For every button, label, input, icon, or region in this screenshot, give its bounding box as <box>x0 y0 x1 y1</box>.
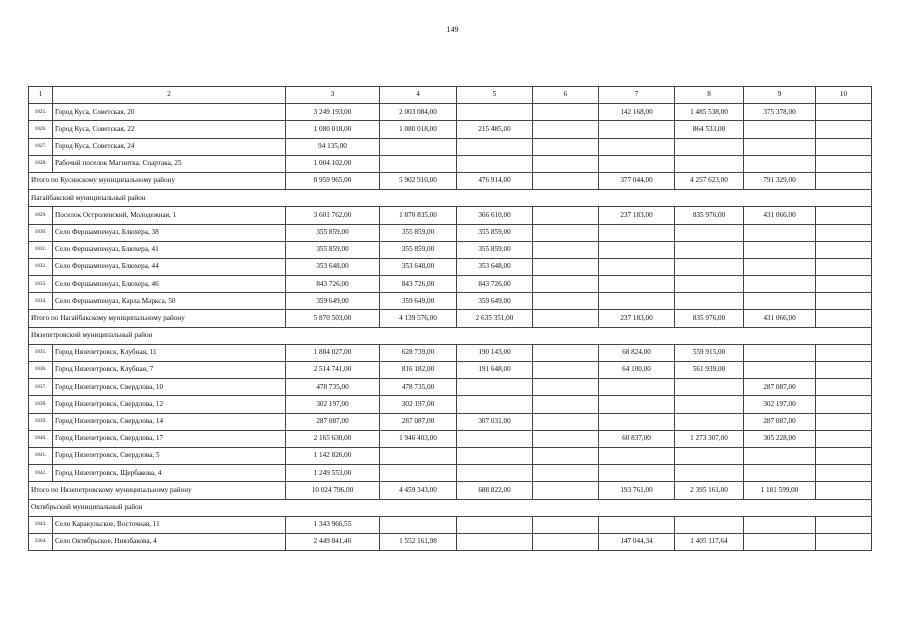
amount-cell: 68 824,00 <box>599 344 675 361</box>
table-row <box>29 413 872 430</box>
amount-cell <box>457 516 533 533</box>
amount-cell: 366 610,00 <box>457 207 533 224</box>
amount-cell <box>380 138 457 155</box>
amount-cell: 307 031,00 <box>457 413 533 430</box>
amount-cell <box>533 138 599 155</box>
section-row <box>29 499 872 516</box>
table-row <box>29 276 872 293</box>
table-row <box>29 293 872 310</box>
header-cell: 9 <box>744 87 816 104</box>
amount-cell <box>457 447 533 464</box>
amount-cell: 2 003 084,00 <box>380 104 457 121</box>
address-cell: Город Нязепетровск, Клубная, 11 <box>53 344 286 361</box>
amount-cell: 94 135,00 <box>286 138 380 155</box>
amount-cell <box>599 241 675 258</box>
amount-cell <box>744 465 816 482</box>
amount-cell: 377 044,00 <box>599 172 675 189</box>
amount-cell <box>533 241 599 258</box>
amount-cell: 287 087,00 <box>744 413 816 430</box>
amount-cell: 431 066,00 <box>744 207 816 224</box>
header-cell: 3 <box>286 87 380 104</box>
amount-cell <box>816 430 872 447</box>
amount-cell <box>816 447 872 464</box>
amount-cell: 1 273 307,00 <box>675 430 744 447</box>
amount-cell: 816 182,00 <box>380 362 457 379</box>
amount-cell: 1 249 553,00 <box>286 465 380 482</box>
address-cell: Рабочий поселок Магнитка, Спартака, 25 <box>53 155 286 172</box>
total-label: Итого по Нязепетровскому муниципальному району <box>29 482 286 499</box>
amount-cell: 2 395 161,00 <box>675 482 744 499</box>
address-cell: Село Каракульское, Восточная, 11 <box>53 516 286 533</box>
amount-cell <box>675 516 744 533</box>
table-row <box>29 207 872 224</box>
amount-cell <box>816 293 872 310</box>
amount-cell <box>744 344 816 361</box>
amount-cell: 355 859,00 <box>380 241 457 258</box>
amount-cell <box>744 362 816 379</box>
amount-cell <box>816 207 872 224</box>
amount-cell <box>816 379 872 396</box>
address-cell: Город Нязепетровск, Клубная, 7 <box>53 362 286 379</box>
header-cell: 2 <box>53 87 286 104</box>
amount-cell <box>675 241 744 258</box>
header-cell: 5 <box>457 87 533 104</box>
amount-cell: 10 024 796,00 <box>286 482 380 499</box>
amount-cell: 1 080 018,00 <box>380 121 457 138</box>
table-row <box>29 447 872 464</box>
amount-cell <box>380 155 457 172</box>
row-number: 1826. <box>29 121 53 138</box>
amount-cell <box>533 533 599 550</box>
amount-cell <box>533 396 599 413</box>
amount-cell <box>675 276 744 293</box>
amount-cell: 287 087,00 <box>380 413 457 430</box>
amount-cell <box>816 172 872 189</box>
amount-cell <box>816 516 872 533</box>
table-row <box>29 430 872 447</box>
amount-cell <box>816 362 872 379</box>
amount-cell <box>816 344 872 361</box>
amount-cell <box>675 155 744 172</box>
amount-cell <box>599 379 675 396</box>
table-row <box>29 396 872 413</box>
amount-cell: 287 087,00 <box>286 413 380 430</box>
header-cell: 7 <box>599 87 675 104</box>
amount-cell <box>816 276 872 293</box>
amount-cell <box>675 465 744 482</box>
amount-cell: 355 859,00 <box>457 224 533 241</box>
row-number: 1833. <box>29 276 53 293</box>
amount-cell <box>744 276 816 293</box>
amount-cell: 864 533,00 <box>675 121 744 138</box>
table-header-row <box>29 87 872 104</box>
table-row <box>29 155 872 172</box>
table-row <box>29 104 872 121</box>
amount-cell <box>599 516 675 533</box>
amount-cell <box>457 533 533 550</box>
address-cell: Город Куса, Советская, 24 <box>53 138 286 155</box>
row-number: 1830. <box>29 224 53 241</box>
amount-cell <box>816 241 872 258</box>
amount-cell <box>675 258 744 275</box>
amount-cell: 355 859,00 <box>457 241 533 258</box>
header-cell: 10 <box>816 87 872 104</box>
amount-cell <box>744 533 816 550</box>
amount-cell <box>816 121 872 138</box>
row-number: 1838. <box>29 396 53 413</box>
amount-cell: 843 726,00 <box>286 276 380 293</box>
amount-cell <box>457 465 533 482</box>
amount-cell <box>744 447 816 464</box>
amount-cell <box>599 224 675 241</box>
amount-cell: 2 514 741,00 <box>286 362 380 379</box>
amount-cell: 791 329,00 <box>744 172 816 189</box>
total-row <box>29 482 872 499</box>
amount-cell <box>599 276 675 293</box>
amount-cell: 478 735,00 <box>286 379 380 396</box>
amount-cell: 559 915,00 <box>675 344 744 361</box>
amount-cell <box>744 155 816 172</box>
amount-cell: 375 378,00 <box>744 104 816 121</box>
amount-cell: 4 459 343,00 <box>380 482 457 499</box>
amount-cell: 302 197,00 <box>286 396 380 413</box>
row-number: 1828. <box>29 155 53 172</box>
page-number: 149 <box>446 25 459 34</box>
table-row <box>29 121 872 138</box>
amount-cell <box>457 155 533 172</box>
amount-cell <box>599 138 675 155</box>
amount-cell: 1 181 599,00 <box>744 482 816 499</box>
amount-cell: 1 080 018,00 <box>286 121 380 138</box>
section-title: Нязепетровский муниципальный район <box>29 327 872 344</box>
amount-cell <box>533 310 599 327</box>
amount-cell: 1 485 538,00 <box>675 104 744 121</box>
address-cell: Село Фершампенуаз, Блюхера, 44 <box>53 258 286 275</box>
address-cell: Село Фершампенуаз, Блюхера, 41 <box>53 241 286 258</box>
amount-cell: 142 168,00 <box>599 104 675 121</box>
amount-cell: 305 228,00 <box>744 430 816 447</box>
amount-cell <box>457 138 533 155</box>
amount-cell <box>599 413 675 430</box>
amount-cell: 8 959 965,00 <box>286 172 380 189</box>
amount-cell: 843 726,00 <box>380 276 457 293</box>
amount-cell: 64 100,00 <box>599 362 675 379</box>
row-number: 1840. <box>29 430 53 447</box>
amount-cell <box>744 138 816 155</box>
amount-cell <box>533 104 599 121</box>
amount-cell: 1 405 117,64 <box>675 533 744 550</box>
header-cell: 4 <box>380 87 457 104</box>
amount-cell <box>533 379 599 396</box>
amount-cell <box>816 155 872 172</box>
amount-cell: 353 648,00 <box>380 258 457 275</box>
address-cell: Поселок Остроленский, Молодежная, 1 <box>53 207 286 224</box>
row-number: 1831. <box>29 241 53 258</box>
row-number: 1829. <box>29 207 53 224</box>
amount-cell <box>816 533 872 550</box>
amount-cell: 287 087,00 <box>744 379 816 396</box>
amount-cell: 147 044,34 <box>599 533 675 550</box>
section-row <box>29 190 872 207</box>
amount-cell <box>599 258 675 275</box>
amount-cell <box>675 447 744 464</box>
amount-cell: 1 004 102,00 <box>286 155 380 172</box>
address-cell: Город Нязепетровск, Свердлова, 5 <box>53 447 286 464</box>
row-number: 1841. <box>29 447 53 464</box>
amount-cell: 2 635 351,00 <box>457 310 533 327</box>
amount-cell <box>816 465 872 482</box>
table-row <box>29 533 872 550</box>
address-cell: Город Нязепетровск, Щербакова, 4 <box>53 465 286 482</box>
amount-cell <box>380 447 457 464</box>
amount-cell <box>675 396 744 413</box>
address-cell: Город Куса, Советская, 22 <box>53 121 286 138</box>
amount-cell <box>599 396 675 413</box>
amount-cell <box>744 293 816 310</box>
amount-cell <box>533 430 599 447</box>
amount-cell <box>533 121 599 138</box>
amount-cell <box>533 172 599 189</box>
row-number: 3364. <box>29 533 53 550</box>
amount-cell <box>533 413 599 430</box>
amount-cell: 190 143,00 <box>457 344 533 361</box>
amount-cell <box>675 379 744 396</box>
amount-cell: 1 870 835,00 <box>380 207 457 224</box>
amount-cell <box>533 447 599 464</box>
table-row <box>29 465 872 482</box>
amount-cell: 628 739,00 <box>380 344 457 361</box>
row-number: 1837. <box>29 379 53 396</box>
amount-cell: 1 946 403,00 <box>380 430 457 447</box>
amount-cell: 1 884 027,00 <box>286 344 380 361</box>
amount-cell: 3 249 193,00 <box>286 104 380 121</box>
table-row <box>29 516 872 533</box>
amount-cell <box>744 121 816 138</box>
amount-cell <box>599 121 675 138</box>
row-number: 1832. <box>29 258 53 275</box>
amount-cell <box>457 104 533 121</box>
amount-cell: 359 649,00 <box>457 293 533 310</box>
amount-cell: 476 914,00 <box>457 172 533 189</box>
row-number: 1827. <box>29 138 53 155</box>
amount-cell <box>744 516 816 533</box>
amount-cell <box>533 224 599 241</box>
amount-cell <box>816 310 872 327</box>
section-title: Нагайбакский муниципальный район <box>29 190 872 207</box>
address-cell: Город Нязепетровск, Свердлова, 14 <box>53 413 286 430</box>
amount-cell <box>380 465 457 482</box>
amount-cell: 3 601 762,00 <box>286 207 380 224</box>
header-cell: 8 <box>675 87 744 104</box>
amount-cell <box>675 224 744 241</box>
amount-cell <box>533 258 599 275</box>
amount-cell: 431 066,00 <box>744 310 816 327</box>
amount-cell: 353 648,00 <box>286 258 380 275</box>
row-number: 1834. <box>29 293 53 310</box>
amount-cell: 5 902 910,00 <box>380 172 457 189</box>
amount-cell <box>816 258 872 275</box>
header-cell: 6 <box>533 87 599 104</box>
total-label: Итого по Кусинскому муниципальному району <box>29 172 286 189</box>
amount-cell <box>533 276 599 293</box>
amount-cell <box>816 138 872 155</box>
address-cell: Село Фершампенуаз, Карла Маркса, 50 <box>53 293 286 310</box>
amount-cell: 302 197,00 <box>744 396 816 413</box>
amount-cell <box>599 155 675 172</box>
row-number: 1836. <box>29 362 53 379</box>
amount-cell: 355 859,00 <box>286 224 380 241</box>
amount-cell <box>380 516 457 533</box>
row-number: 1842. <box>29 465 53 482</box>
amount-cell <box>675 138 744 155</box>
address-cell: Село Фершампенуаз, Блюхера, 46 <box>53 276 286 293</box>
amount-cell: 355 859,00 <box>380 224 457 241</box>
amount-cell <box>599 465 675 482</box>
amount-cell: 1 552 161,98 <box>380 533 457 550</box>
amount-cell <box>675 293 744 310</box>
amount-cell <box>533 155 599 172</box>
table-row <box>29 138 872 155</box>
amount-cell <box>744 224 816 241</box>
row-number: 1825. <box>29 104 53 121</box>
address-cell: Село Октябрьское, Ниязбакова, 4 <box>53 533 286 550</box>
amount-cell: 4 139 576,00 <box>380 310 457 327</box>
total-row <box>29 310 872 327</box>
amount-cell: 5 870 503,00 <box>286 310 380 327</box>
data-table <box>28 86 872 551</box>
amount-cell: 1 343 966,55 <box>286 516 380 533</box>
amount-cell <box>599 293 675 310</box>
amount-cell <box>533 516 599 533</box>
row-number: 1839. <box>29 413 53 430</box>
amount-cell: 215 485,00 <box>457 121 533 138</box>
table-row <box>29 362 872 379</box>
section-row <box>29 327 872 344</box>
amount-cell <box>816 413 872 430</box>
address-cell: Город Нязепетровск, Свердлова, 12 <box>53 396 286 413</box>
amount-cell: 1 142 826,00 <box>286 447 380 464</box>
amount-cell <box>457 396 533 413</box>
table-row <box>29 224 872 241</box>
table-row <box>29 379 872 396</box>
table-row <box>29 241 872 258</box>
header-cell: 1 <box>29 87 53 104</box>
table-row <box>29 258 872 275</box>
table-row <box>29 344 872 361</box>
address-cell: Город Нязепетровск, Свердлова, 17 <box>53 430 286 447</box>
amount-cell <box>816 396 872 413</box>
amount-cell: 688 822,00 <box>457 482 533 499</box>
amount-cell <box>457 379 533 396</box>
amount-cell: 191 648,00 <box>457 362 533 379</box>
amount-cell: 561 939,00 <box>675 362 744 379</box>
amount-cell <box>533 207 599 224</box>
amount-cell: 359 649,00 <box>380 293 457 310</box>
amount-cell: 843 726,00 <box>457 276 533 293</box>
row-number: 1843. <box>29 516 53 533</box>
amount-cell <box>744 258 816 275</box>
address-cell: Город Нязепетровск, Свердлова, 10 <box>53 379 286 396</box>
row-number: 1835. <box>29 344 53 361</box>
amount-cell: 835 976,00 <box>675 310 744 327</box>
amount-cell <box>816 224 872 241</box>
amount-cell: 359 649,00 <box>286 293 380 310</box>
amount-cell: 353 648,00 <box>457 258 533 275</box>
section-title: Октябрьский муниципальный район <box>29 499 872 516</box>
total-label: Итого по Нагайбакскому муниципальному району <box>29 310 286 327</box>
amount-cell <box>533 482 599 499</box>
amount-cell <box>599 447 675 464</box>
amount-cell: 302 197,00 <box>380 396 457 413</box>
amount-cell <box>816 104 872 121</box>
amount-cell: 835 976,00 <box>675 207 744 224</box>
amount-cell: 2 165 630,00 <box>286 430 380 447</box>
amount-cell: 4 257 623,00 <box>675 172 744 189</box>
total-row <box>29 172 872 189</box>
amount-cell <box>457 430 533 447</box>
amount-cell <box>816 482 872 499</box>
amount-cell <box>533 362 599 379</box>
amount-cell: 237 183,00 <box>599 310 675 327</box>
amount-cell <box>533 344 599 361</box>
amount-cell <box>675 413 744 430</box>
amount-cell <box>533 465 599 482</box>
amount-cell: 193 761,00 <box>599 482 675 499</box>
amount-cell: 60 837,00 <box>599 430 675 447</box>
amount-cell: 2 449 841,46 <box>286 533 380 550</box>
amount-cell: 478 735,00 <box>380 379 457 396</box>
amount-cell: 237 183,00 <box>599 207 675 224</box>
amount-cell <box>533 293 599 310</box>
address-cell: Село Фершампенуаз, Блюхера, 38 <box>53 224 286 241</box>
address-cell: Город Куса, Советская, 20 <box>53 104 286 121</box>
amount-cell: 355 859,00 <box>286 241 380 258</box>
amount-cell <box>744 241 816 258</box>
